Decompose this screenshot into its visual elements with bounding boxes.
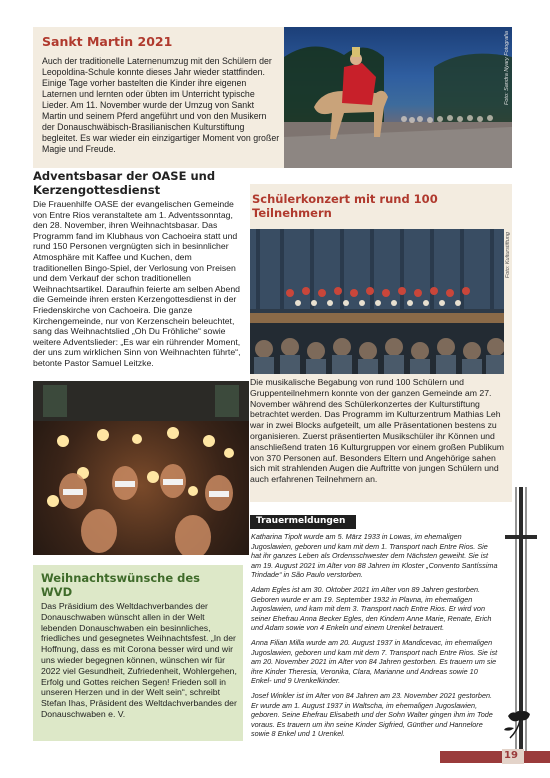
sankt-martin-photo: [284, 27, 512, 168]
obituary-entry: Adam Egles ist am 30. Oktober 2021 im Alter von 89 Jahren gestorben. Geboren wurde er am 19. September 1932 in Plavna, im ehemaligen Jugoslawien, und kam mit dem 3. Transport nach Entre Rios. Er wird von seiner Ehefrau Anna Becker Egles, den Kindern Anne Marie, Renate, Erich und Adam sowie von 4 Enkeln und einem Urenkel betrauert.: [251, 584, 492, 633]
obituary-entry: Anna Filian Milla wurde am 20. August 1937 in Mandicevac, im ehemaligen Jugoslawien, geboren und kam mit dem 7. Transport nach Entre Rios. Sie ist am 20. November 2021 im Alter von 84 Jahren gestorben. Es trauern um sie ihre Kinder Theresia, Veronika, Clara, Marianne und Andreas sowie 10 Enkel- und 9 Urenkelkinder.: [251, 637, 498, 686]
page-number: 19: [504, 750, 518, 761]
page-number-bar: [440, 751, 550, 763]
obituary-entry: Josef Winkler ist im Alter von 84 Jahren am 23. November 2021 gestorben. Er wurde am 1. August 1937 in Waltscha, im ehemaligen Jugoslawien, geboren. Seine Ehefrau Elisabeth und der Sohn Walter gingen ihm im Tode voraus. Es trauern um ihn seine Kinder Sigfried, Günther und Hannelore sowie 8 Enkel und 1 Urenkel.: [251, 690, 493, 739]
schuelerkonzert-body: Die musikalische Begabung von rund 100 Schülern und Gruppenteilnehmern konnte von der ganzen Gemeinde am 27. November während des Schülerkonzertes der Kulturstiftung betrachtet werden. Das Programm im Kulturzentrum Mathias Leh war in zwei Blocks aufgeteilt, um alle Präsentationen bestens zu organisieren. Zuerst präsentierten Musikschüler ihr Können und anschließend traten 16 Kulturgruppen vor einem großen Publikum von 370 Personen auf. Besonders Eltern und Angehörige sahen sich mit strahlenden Augen die Auftritte von jungen Schülern und auch erfahrenen Teilnehmern an.: [250, 377, 505, 485]
schuelerkonzert-photo-credit: Foto: Kulturstiftung: [505, 232, 511, 279]
schuelerkonzert-title: Schülerkonzert mit rund 100 Teilnehmern: [252, 192, 438, 220]
schuelerkonzert-photo: [250, 229, 504, 374]
kerzengottesdienst-photo: [33, 381, 249, 555]
sankt-martin-title: Sankt Martin 2021: [42, 34, 173, 49]
obituary-entry: Katharina Tipolt wurde am 5. März 1933 in Lowas, im ehemaligen Jugoslawien, geboren und kam mit dem 1. Transport nach Entre Rios. Sie hat ihr ganzes Leben als Ordensschwester dem Nächsten geweiht. Sie ist am 19. August 2021 im Alter von 88 Jahren im Kloster „Convento Santíssima Trindade“ in São Paulo verstorben.: [251, 532, 498, 580]
wvd-body: Das Präsidium des Weltdachverbandes der Donauschwaben wünscht allen in der Welt lebenden Donauschwaben ein besinnliches, friedliches und gesegnetes Weihnachtsfest. „In der Hoffnung, dass es mit Corona besser wird und wir uns wieder begegnen können, wünschen wir für 2022 viel Gesundheit, Zufriedenheit, Wohlergehen, Erfolg und Gottes reichen Segen! Frieden soll in unseren Herzen und in der Welt sein“, schreibt Stefan Ihas, Präsident des Weltdachverbandes der Donauschwaben e. V.: [41, 601, 237, 719]
wvd-title: Weihnachtswünsche des WVD: [41, 571, 201, 599]
sankt-martin-body: Auch der traditionelle Laternenumzug mit den Schülern der Leopoldina-Schule konnte dieses Jahr wieder stattfinden. Einige Tage vorher bastelten die Kinder ihre eigenen Laternen und lernten oder übten im Unterricht typische Lieder. Am 11. November wurde der Umzug von Sankt Martin und seinem Pferd angeführt und von den Musikern der Donauschwäbisch-Brasilianischen Kulturstiftung begleitet. Es war wieder ein einzigartiger Moment von großer Magie und Freude.: [42, 56, 280, 154]
adventsbasar-body: Die Frauenhilfe OASE der evangelischen Gemeinde von Entre Rios veranstaltete am 1. Adventssonntag, den 28. November, ihren Weihnachtsbasar. Das Programm fand im Klubhaus von Cachoeira statt und rund 150 Personen vergnügten sich in besinnlicher Atmosphäre mit Kaffee und Kuchen, dem traditionellen Bingo-Spiel, der Verlosung von Preisen und dem Verkauf der schon traditionellen Weihnachtsartikel. Daraufhin feierte am selben Abend die Gemeinde ihren ersten Kerzengottesdienst in der Friedenskirche von Cachoeira. Die ganze Kirchengemeinde, nur von Kerzenschein beleuchtet, sang das Weihnachtslied „Oh Du Fröhliche“ sowie weitere Adventslieder: „Es war ein rührender Moment, der uns zum wirklichen Sinn von Weihnachten führte“, betonte Pastor Samuel Leitzke.: [33, 199, 241, 368]
rose-icon: [498, 700, 538, 740]
trauermeldungen-list: [251, 532, 498, 744]
sankt-martin-photo-credit: Foto: Sandra Nyary Fotografia: [504, 31, 510, 105]
trauermeldungen-title: Trauermeldungen: [256, 516, 346, 526]
adventsbasar-title: Adventsbasar der OASE und Kerzengottesdienst: [33, 169, 216, 197]
